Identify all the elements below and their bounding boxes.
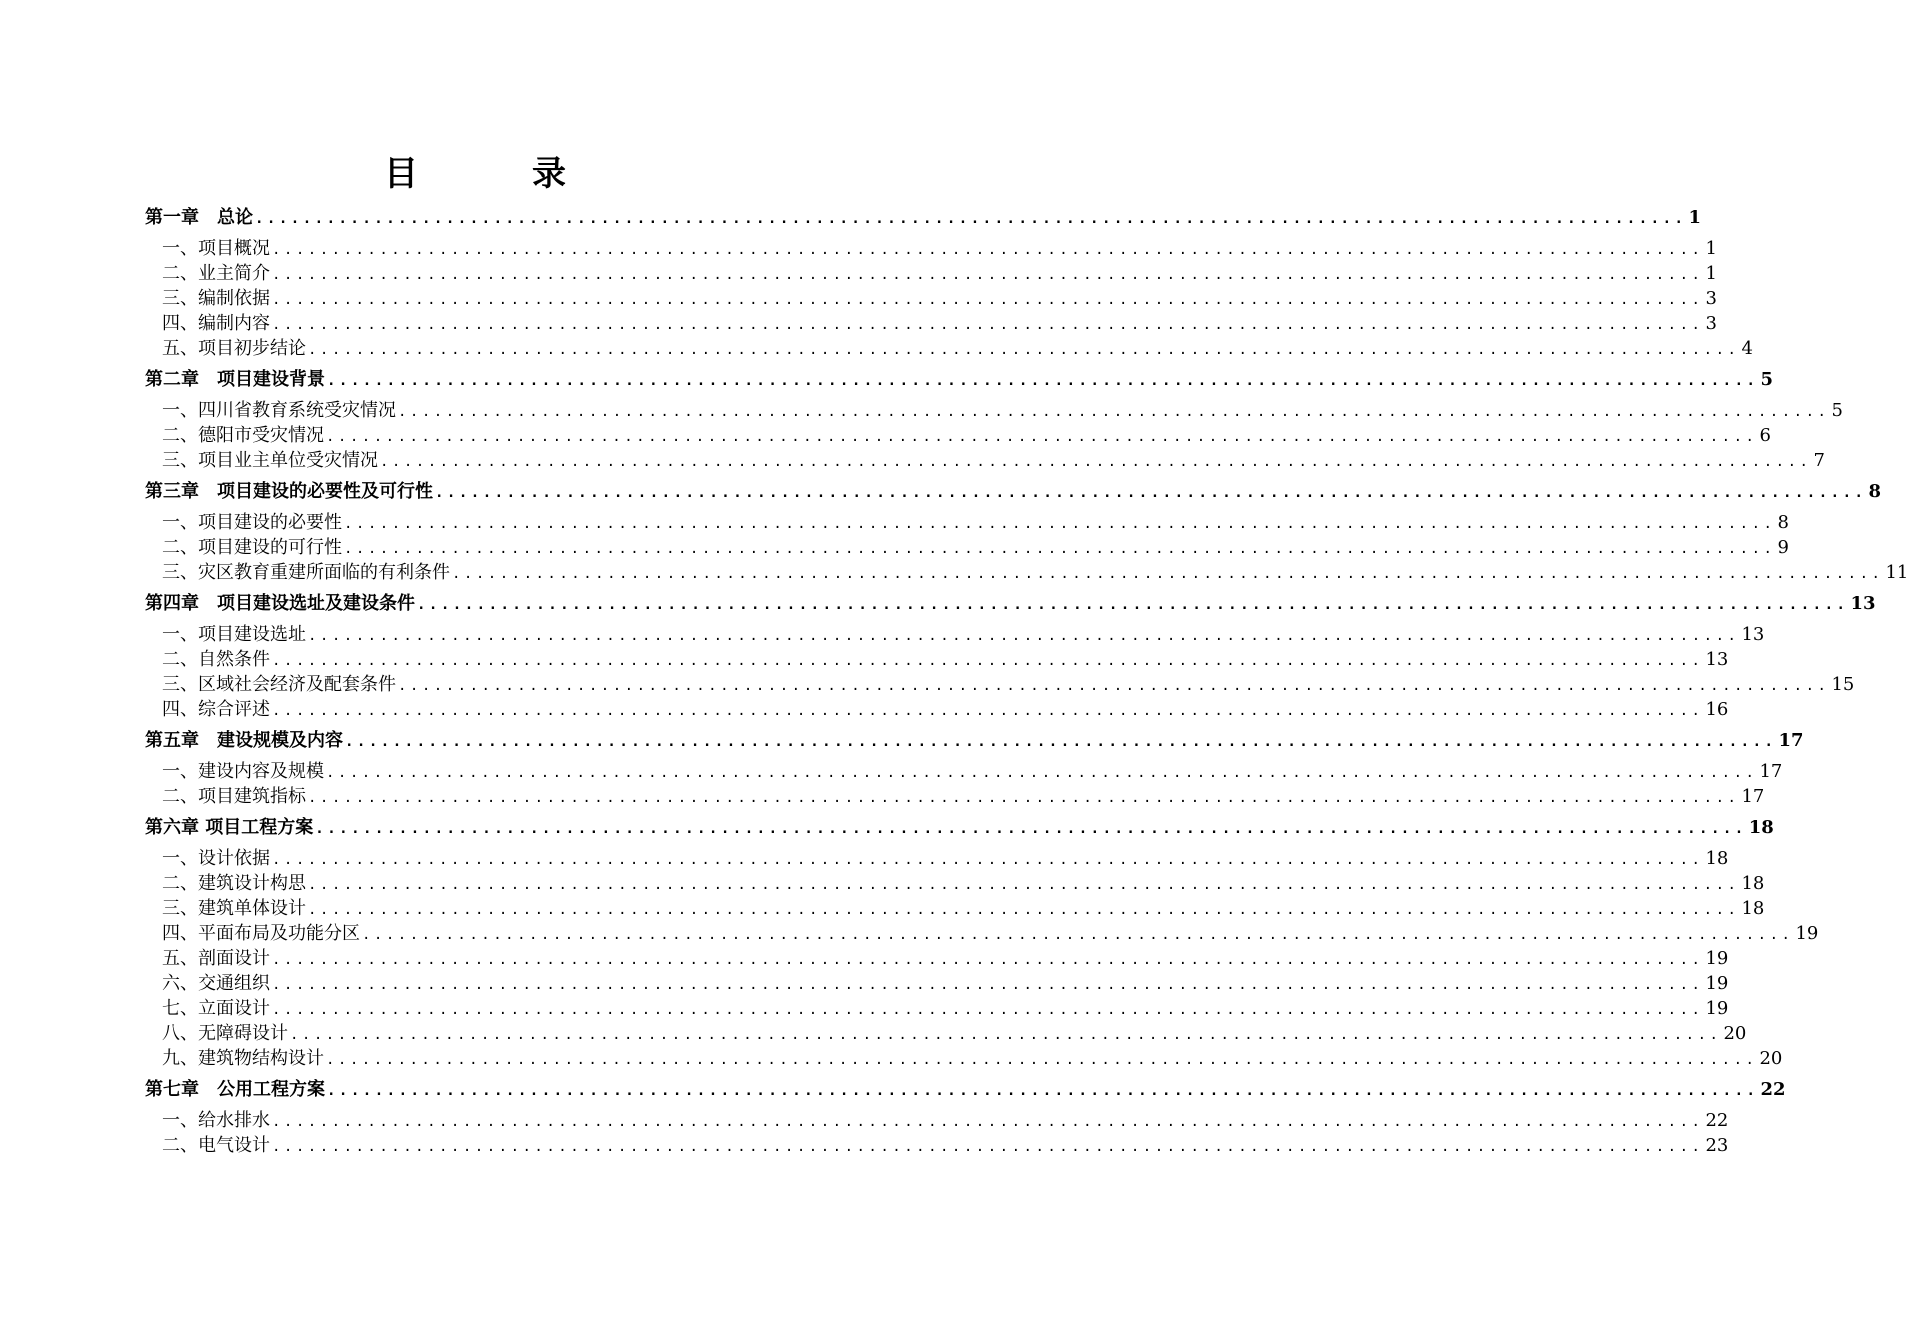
entry-page-number: 18 [1741, 873, 1765, 894]
toc-chapter-entry[interactable] [145, 1077, 1786, 1102]
entry-label: 九、建筑物结构设计 [162, 1048, 324, 1069]
entry-label: 四、综合评述 [162, 699, 270, 720]
entry-page-number: 18 [1748, 817, 1774, 838]
entry-label: 二、电气设计 [162, 1135, 270, 1156]
dot-leader: ........................................................................................................................ [326, 429, 1758, 445]
entry-label: 一、给水排水 [162, 1110, 270, 1131]
entry-page-number: 17 [1778, 730, 1804, 751]
entry-page-number: 7 [1813, 450, 1825, 471]
dot-leader: ........................................................................................................................ [344, 541, 1776, 557]
dot-leader: ........................................................................................................................ [435, 485, 1867, 501]
dot-leader: ........................................................................................................................ [308, 902, 1740, 918]
toc-section-entry[interactable] [145, 996, 1729, 1021]
entry-page-number: 15 [1831, 674, 1855, 695]
toc-section-entry[interactable] [145, 622, 1765, 647]
dot-leader: ........................................................................................................................ [308, 342, 1740, 358]
entry-page-number: 18 [1705, 848, 1729, 869]
entry-page-number: 5 [1760, 369, 1773, 390]
toc-section-entry[interactable] [145, 535, 1789, 560]
entry-page-number: 19 [1705, 998, 1729, 1019]
entry-page-number: 19 [1795, 923, 1819, 944]
entry-page-number: 4 [1741, 338, 1753, 359]
toc-section-entry[interactable] [145, 423, 1771, 448]
entry-label: 三、灾区教育重建所面临的有利条件 [162, 562, 450, 583]
entry-page-number: 3 [1705, 313, 1717, 334]
toc-section-entry[interactable] [145, 672, 1855, 697]
dot-leader: ........................................................................................................................ [272, 317, 1704, 333]
entry-page-number: 13 [1705, 649, 1729, 670]
toc-section-entry[interactable] [145, 784, 1765, 809]
entry-page-number: 19 [1705, 948, 1729, 969]
toc-section-entry[interactable] [145, 697, 1729, 722]
toc-section-entry[interactable] [145, 510, 1789, 535]
toc-section-entry[interactable] [145, 971, 1729, 996]
toc-section-entry[interactable] [145, 896, 1765, 921]
toc-section-entry[interactable] [145, 759, 1783, 784]
entry-page-number: 20 [1723, 1023, 1747, 1044]
entry-page-number: 20 [1759, 1048, 1783, 1069]
toc-chapter-entry[interactable] [145, 367, 1773, 392]
entry-page-number: 1 [1688, 207, 1701, 228]
entry-page-number: 19 [1705, 973, 1729, 994]
entry-label: 二、项目建筑指标 [162, 786, 306, 807]
dot-leader: ........................................................................................................................ [272, 292, 1704, 308]
toc-chapter-entry[interactable] [145, 815, 1774, 840]
entry-label: 第三章 项目建设的必要性及可行性 [145, 481, 433, 502]
dot-leader: ........................................................................................................................ [417, 597, 1849, 613]
toc-section-entry[interactable] [145, 398, 1843, 423]
dot-leader: ........................................................................................................................ [326, 765, 1758, 781]
dot-leader: ........................................................................................................................ [308, 628, 1740, 644]
entry-label: 一、项目建设的必要性 [162, 512, 342, 533]
entry-page-number: 18 [1741, 898, 1765, 919]
entry-page-number: 8 [1868, 481, 1881, 502]
toc-section-entry[interactable] [145, 448, 1825, 473]
entry-label: 六、交通组织 [162, 973, 270, 994]
entry-page-number: 5 [1831, 400, 1843, 421]
toc-title: 目 录 [384, 154, 606, 194]
entry-label: 一、建设内容及规模 [162, 761, 324, 782]
dot-leader: ........................................................................................................................ [398, 404, 1830, 420]
entry-label: 四、编制内容 [162, 313, 270, 334]
entry-page-number: 17 [1741, 786, 1765, 807]
toc-section-entry[interactable] [145, 560, 1908, 585]
entry-label: 三、建筑单体设计 [162, 898, 306, 919]
toc-section-entry[interactable] [145, 336, 1753, 361]
entry-page-number: 16 [1705, 699, 1729, 720]
entry-label: 第七章 公用工程方案 [145, 1079, 325, 1100]
entry-page-number: 13 [1850, 593, 1876, 614]
toc-section-entry[interactable] [145, 311, 1717, 336]
dot-leader: ........................................................................................................................ [315, 821, 1747, 837]
toc-section-entry[interactable] [145, 236, 1717, 261]
dot-leader: ........................................................................................................................ [327, 1083, 1759, 1099]
toc-section-entry[interactable] [145, 1133, 1729, 1158]
dot-leader: ........................................................................................................................ [272, 1139, 1704, 1155]
dot-leader: ........................................................................................................................ [255, 211, 1687, 227]
entry-page-number: 1 [1705, 263, 1717, 284]
dot-leader: ........................................................................................................................ [272, 703, 1704, 719]
entry-label: 一、项目概况 [162, 238, 270, 259]
toc-chapter-entry[interactable] [145, 205, 1701, 230]
dot-leader: ........................................................................................................................ [272, 1002, 1704, 1018]
entry-page-number: 13 [1741, 624, 1765, 645]
entry-label: 二、自然条件 [162, 649, 270, 670]
entry-page-number: 6 [1759, 425, 1771, 446]
dot-leader: ........................................................................................................................ [272, 977, 1704, 993]
entry-page-number: 9 [1777, 537, 1789, 558]
table-of-contents [145, 205, 1908, 1158]
toc-section-entry[interactable] [145, 1046, 1783, 1071]
dot-leader: ........................................................................................................................ [345, 734, 1777, 750]
entry-label: 第一章 总论 [145, 207, 253, 228]
toc-section-entry[interactable] [145, 1021, 1747, 1046]
entry-label: 一、设计依据 [162, 848, 270, 869]
dot-leader: ........................................................................................................................ [272, 242, 1704, 258]
entry-label: 二、项目建设的可行性 [162, 537, 342, 558]
dot-leader: ........................................................................................................................ [272, 952, 1704, 968]
entry-label: 四、平面布局及功能分区 [162, 923, 360, 944]
entry-label: 第二章 项目建设背景 [145, 369, 325, 390]
entry-label: 二、业主简介 [162, 263, 270, 284]
entry-label: 三、编制依据 [162, 288, 270, 309]
toc-section-entry[interactable] [145, 647, 1729, 672]
entry-page-number: 8 [1777, 512, 1789, 533]
dot-leader: ........................................................................................................................ [327, 373, 1759, 389]
toc-section-entry[interactable] [145, 261, 1717, 286]
dot-leader: ........................................................................................................................ [380, 454, 1812, 470]
dot-leader: ........................................................................................................................ [272, 267, 1704, 283]
dot-leader: ........................................................................................................................ [272, 653, 1704, 669]
entry-page-number: 22 [1760, 1079, 1786, 1100]
entry-label: 三、区域社会经济及配套条件 [162, 674, 396, 695]
entry-label: 第四章 项目建设选址及建设条件 [145, 593, 415, 614]
entry-label: 二、德阳市受灾情况 [162, 425, 324, 446]
entry-label: 二、建筑设计构思 [162, 873, 306, 894]
dot-leader: ........................................................................................................................ [308, 790, 1740, 806]
entry-page-number: 3 [1705, 288, 1717, 309]
entry-page-number: 1 [1705, 238, 1717, 259]
entry-page-number: 22 [1705, 1110, 1729, 1131]
toc-section-entry[interactable] [145, 846, 1729, 871]
entry-page-number: 23 [1705, 1135, 1729, 1156]
entry-label: 三、项目业主单位受灾情况 [162, 450, 378, 471]
toc-chapter-entry[interactable] [145, 479, 1881, 504]
entry-page-number: 17 [1759, 761, 1783, 782]
entry-label: 第六章 项目工程方案 [145, 817, 314, 838]
dot-leader: ........................................................................................................................ [290, 1027, 1722, 1043]
toc-section-entry[interactable] [145, 921, 1819, 946]
dot-leader: ........................................................................................................................ [398, 678, 1830, 694]
entry-label: 一、项目建设选址 [162, 624, 306, 645]
entry-label: 八、无障碍设计 [162, 1023, 288, 1044]
toc-section-entry[interactable] [145, 946, 1729, 971]
toc-chapter-entry[interactable] [145, 728, 1804, 753]
entry-label: 五、剖面设计 [162, 948, 270, 969]
entry-page-number: 11 [1885, 562, 1908, 583]
entry-label: 七、立面设计 [162, 998, 270, 1019]
entry-label: 五、项目初步结论 [162, 338, 306, 359]
dot-leader: ........................................................................................................................ [272, 1114, 1704, 1130]
entry-label: 第五章 建设规模及内容 [145, 730, 343, 751]
dot-leader: ........................................................................................................................ [452, 566, 1884, 582]
dot-leader: ........................................................................................................................ [272, 852, 1704, 868]
toc-section-entry[interactable] [145, 286, 1717, 311]
toc-section-entry[interactable] [145, 1108, 1729, 1133]
entry-label: 一、四川省教育系统受灾情况 [162, 400, 396, 421]
toc-section-entry[interactable] [145, 871, 1765, 896]
dot-leader: ........................................................................................................................ [308, 877, 1740, 893]
dot-leader: ........................................................................................................................ [344, 516, 1776, 532]
toc-chapter-entry[interactable] [145, 591, 1876, 616]
dot-leader: ........................................................................................................................ [326, 1052, 1758, 1068]
dot-leader: ........................................................................................................................ [362, 927, 1794, 943]
